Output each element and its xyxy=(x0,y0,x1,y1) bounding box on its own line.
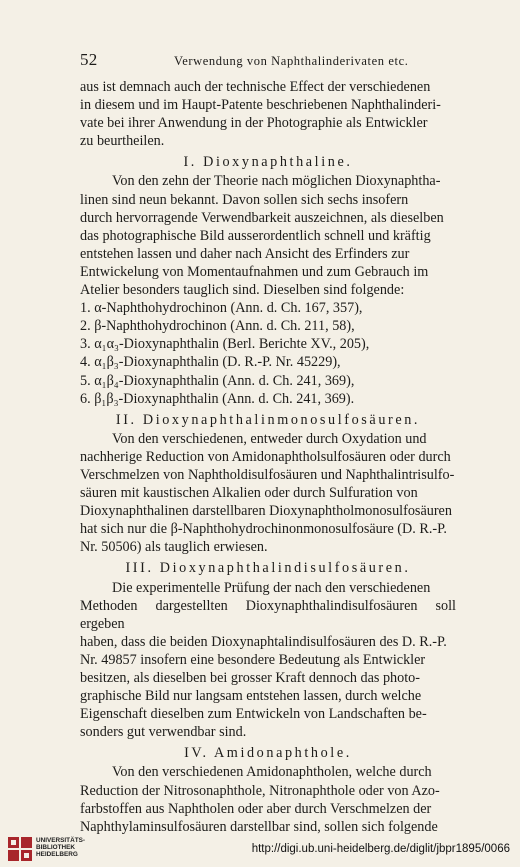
paragraph-disulfosaeuren xyxy=(80,579,456,742)
text-line: Naphthylaminsulfosäuren darstellbar sind, sollen sich folgende xyxy=(80,818,438,835)
text-line: Eigenschaft dieselben zum Entwickeln von Landschaften be- xyxy=(80,706,427,723)
section-heading-2: II. Dioxynaphthalinmonosulfosäuren. xyxy=(115,411,421,428)
text-line: durch hervorragende Verwendbarkeit auszeichnen, als dieselben xyxy=(80,209,444,226)
text-line: Die experimentelle Prüfung der nach den verschiedenen xyxy=(112,579,431,596)
list-item: 1. α-Naphthohydrochinon (Ann. d. Ch. 167, 357), xyxy=(80,300,363,317)
paragraph-dioxynaphthaline xyxy=(80,172,456,299)
text-line: graphische Bild nur langsam entstehen lassen, durch welche xyxy=(80,688,422,705)
institution-line: HEIDELBERG xyxy=(36,851,78,859)
text-line: vate bei ihrer Anwendung in der Photographie als Entwickler xyxy=(80,115,428,132)
institution-line: BIBLIOTHEK xyxy=(36,844,76,852)
text-line: haben, dass die beiden Dioxynaphtalindisulfosäuren des D. R.-P. xyxy=(80,633,447,650)
section-heading-3: III. Dioxynaphthalindisulfosäuren. xyxy=(125,560,411,577)
list-item: 4. α₁β₃-Dioxynaphthalin (D. R.-P. Nr. 45229), xyxy=(80,354,341,371)
paragraph-monosulfosaeuren xyxy=(80,430,456,557)
text-line: in diesem und im Haupt-Patente beschriebenen Naphthalinderi- xyxy=(80,97,441,114)
compound-list xyxy=(80,299,456,408)
institution-name xyxy=(36,837,85,859)
list-item: 6. β₁β₃-Dioxynaphthalin (Ann. d. Ch. 241, 369). xyxy=(80,390,355,407)
text-line: Von den verschiedenen, entweder durch Oxydation und xyxy=(112,430,427,447)
library-logo-icon xyxy=(8,837,32,861)
text-line: farbstoffen aus Naphtholen oder aber durch Verschmelzen der xyxy=(80,800,432,817)
text-line: Entwickelung von Momentaufnahmen und zum Gebrauch im xyxy=(80,263,429,280)
institution-line: UNIVERSITÄTS- xyxy=(36,837,85,844)
text-line: Von den verschiedenen Amidonaphtholen, welche durch xyxy=(112,764,432,781)
text-line: Nr. 49857 insofern eine besondere Bedeutung als Entwickler xyxy=(80,651,426,668)
text-line: entstehen lassen und daher nach Ansicht des Erfinders zur xyxy=(80,245,410,262)
text-line: besitzen, als dieselben bei grosser Kraft dennoch das photo- xyxy=(80,670,421,686)
page-body xyxy=(80,78,456,836)
section-heading-4: IV. Amidonaphthole. xyxy=(184,745,352,762)
running-title: Verwendung von Naphthalinderivaten etc. xyxy=(174,54,409,68)
text-line: sonders gut verwendbar sind. xyxy=(80,724,247,741)
text-line: hat sich nur die β-Naphthohydrochinonmonosulfosäure (D. R.-P. xyxy=(80,521,447,538)
text-line: aus ist demnach auch der technische Effect der verschiedenen xyxy=(80,79,431,95)
text-line: Reduction der Nitrosonaphthole, Nitronaphthole oder von Azo- xyxy=(80,782,440,799)
text-line: Atelier besonders tauglich sind. Dieselben sind folgende: xyxy=(80,282,405,299)
list-item: 2. β-Naphthohydrochinon (Ann. d. Ch. 211, 58), xyxy=(80,318,355,335)
text-line: säuren mit kaustischen Alkalien oder durch Sulfuration von xyxy=(80,485,418,502)
paragraph-amidonaphthole xyxy=(80,763,456,835)
permalink-url[interactable]: http://digi.ub.uni-heidelberg.de/diglit/jbpr1895/0066 xyxy=(251,843,510,855)
text-line: Von den zehn der Theorie nach möglichen Dioxynaphtha- xyxy=(112,173,441,190)
page-number: 52 xyxy=(80,50,98,69)
text-line: Verschmelzen von Naphtholdisulfosäuren und Naphthalintrisulfo- xyxy=(80,466,455,483)
text-line: Dioxynaphthalinen darstellbaren Dioxynaphtholmonosulfosäuren xyxy=(80,503,452,520)
text-line: linen sind neun bekannt. Davon sollen sich sechs insofern xyxy=(80,191,409,208)
section-heading-1: I. Dioxynaphthaline. xyxy=(183,154,353,171)
text-line: zu beurtheilen. xyxy=(80,133,165,150)
text-line: nachherige Reduction von Amidonaphtholsulfosäuren oder durch xyxy=(80,448,451,465)
text-line: Nr. 50506) als tauglich erwiesen. xyxy=(80,539,268,556)
digitization-footer xyxy=(0,833,520,867)
list-item: 3. α₁α₃-Dioxynaphthalin (Berl. Berichte XV., 205), xyxy=(80,336,370,353)
text-line: Methoden dargestellten Dioxynaphthalindisulfosäuren soll ergeben xyxy=(80,597,456,632)
paragraph-intro xyxy=(80,78,456,150)
text-line: das photographische Bild ausserordentlich schnell und kräftig xyxy=(80,227,431,244)
list-item: 5. α₁β₄-Dioxynaphthalin (Ann. d. Ch. 241, 369), xyxy=(80,372,355,389)
